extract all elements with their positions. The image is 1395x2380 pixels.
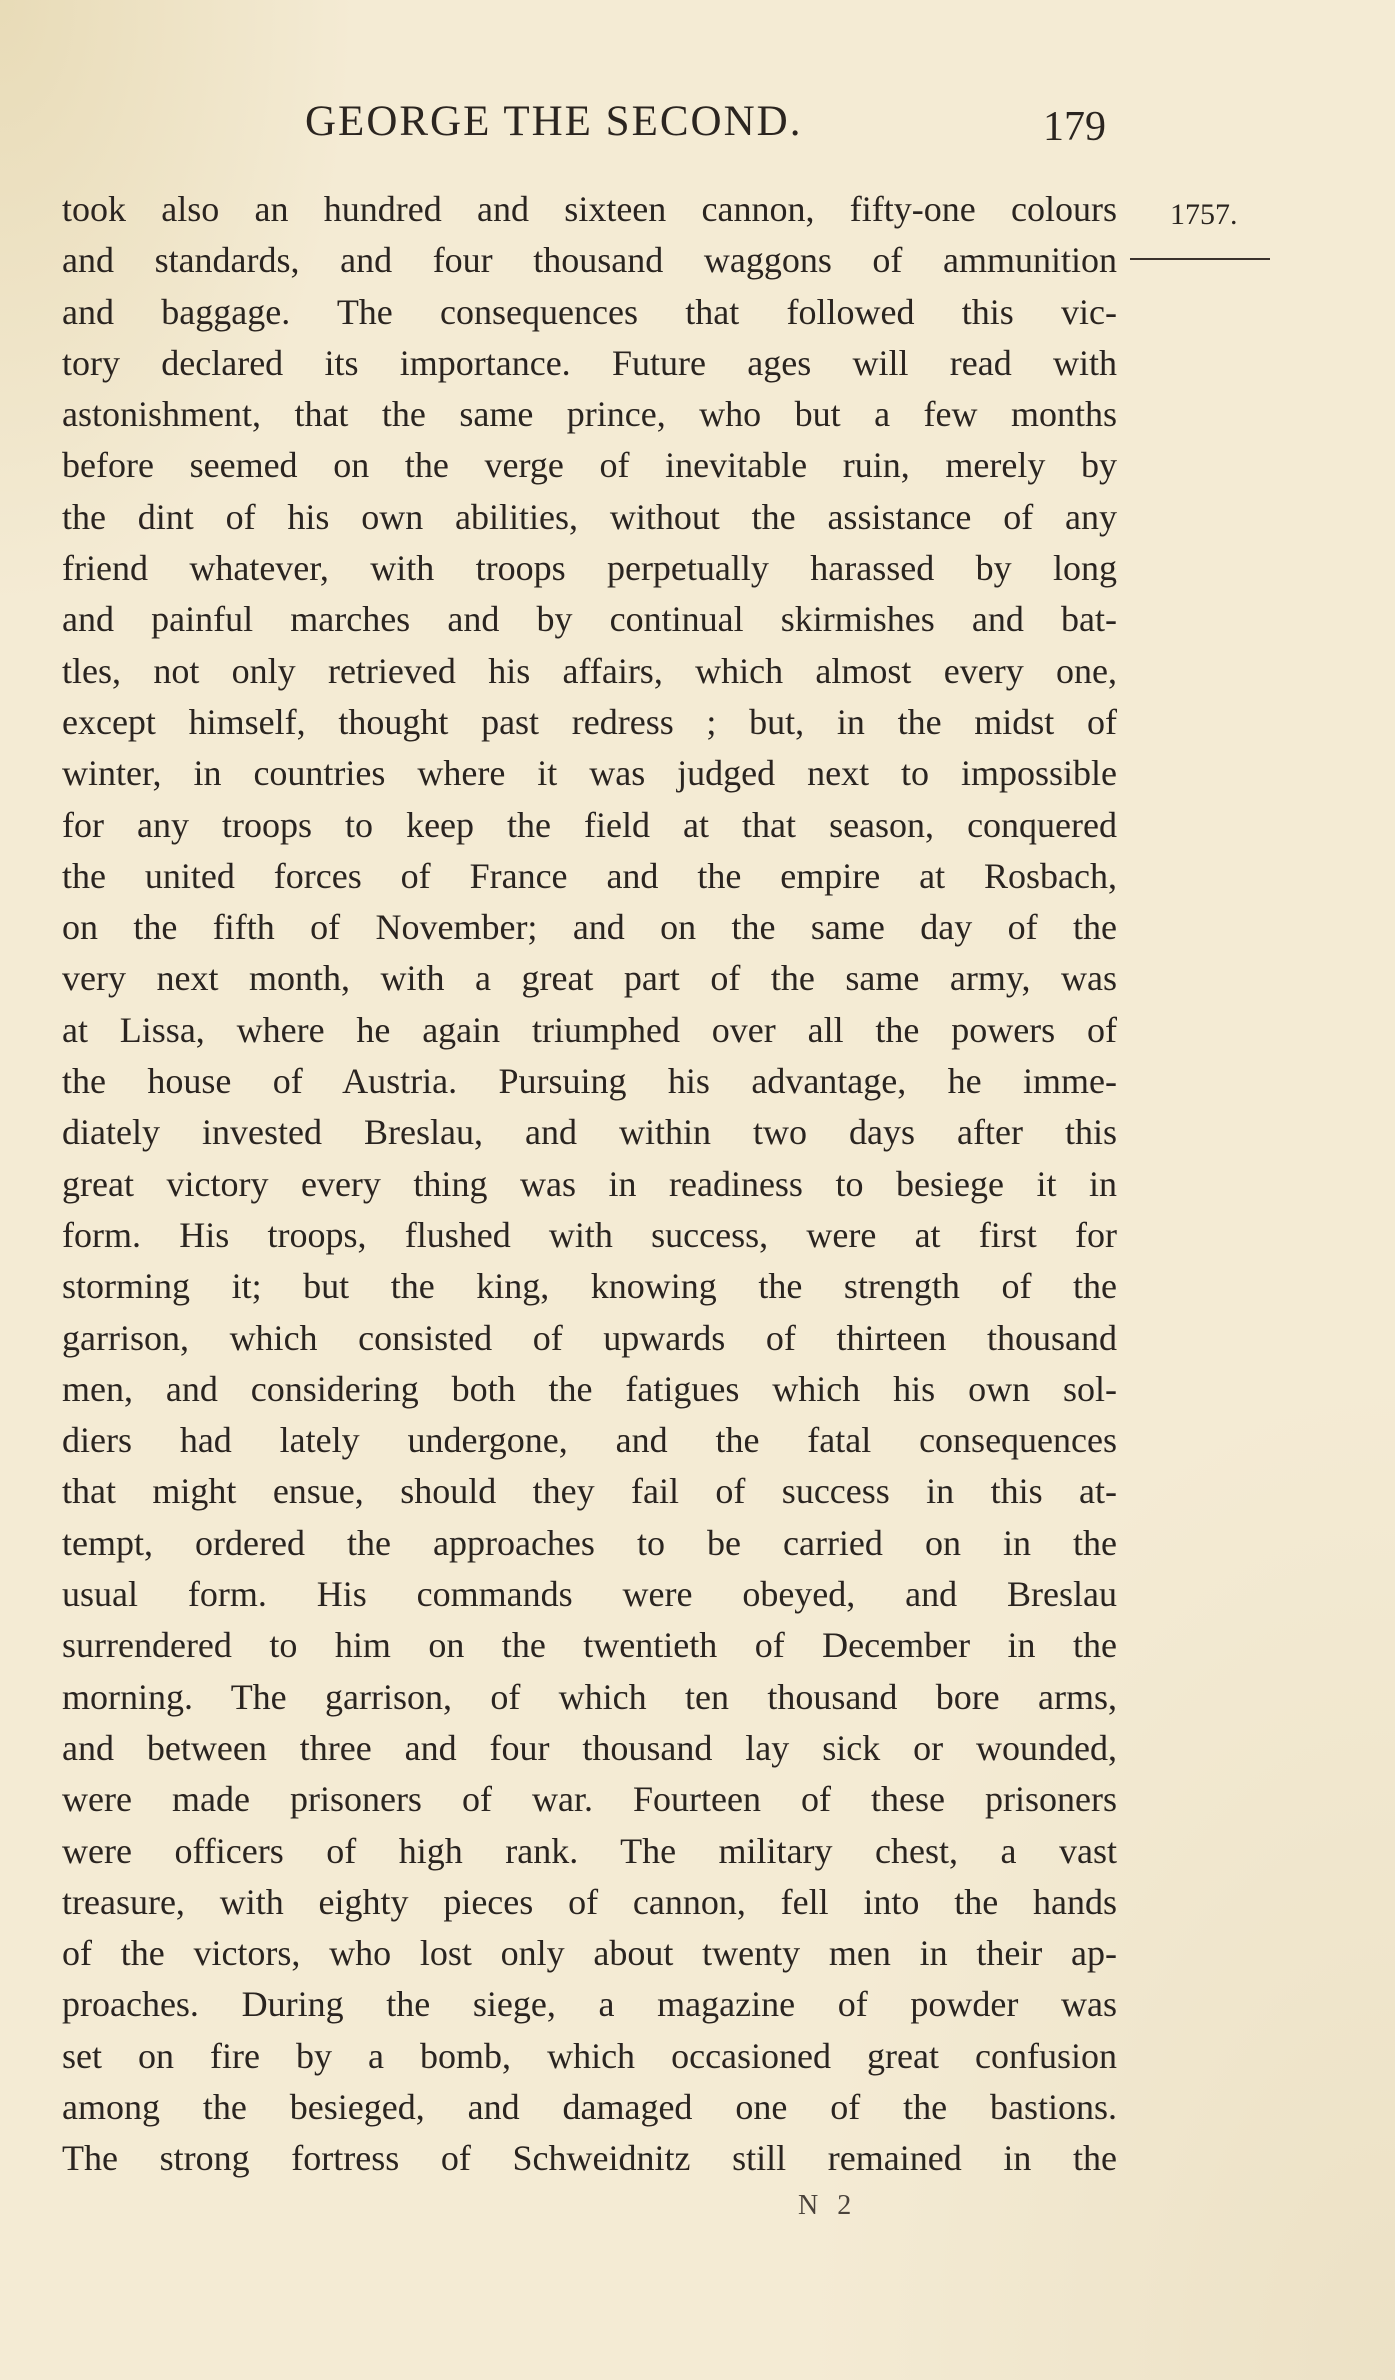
text-line: The strong fortress of Schweidnitz still remained in the: [62, 2138, 1117, 2179]
text-line: diers had lately undergone, and the fatal consequences: [62, 1420, 1117, 1461]
text-line: astonishment, that the same prince, who but a few months: [62, 394, 1117, 435]
text-line: and between three and four thousand lay sick or wounded,: [62, 1727, 1117, 1768]
text-line: before seemed on the verge of inevitable ruin, merely by: [62, 445, 1117, 486]
margin-rule: [1130, 258, 1270, 260]
page-number: 179: [1043, 104, 1106, 150]
text-line: tory declared its importance. Future ages will read with: [62, 342, 1117, 383]
text-line: tles, not only retrieved his affairs, which almost every one,: [62, 650, 1117, 691]
text-line: except himself, thought past redress ; but, in the midst of: [62, 701, 1117, 742]
text-line: were officers of high rank. The military chest, a vast: [62, 1830, 1117, 1871]
text-line: among the besieged, and damaged one of the bastions.: [62, 2086, 1117, 2127]
text-line: were made prisoners of war. Fourteen of these prisoners: [62, 1779, 1117, 1820]
text-line: and standards, and four thousand waggons of ammunition: [62, 240, 1117, 281]
running-head: GEORGE THE SECOND.: [305, 98, 803, 145]
text-line: of the victors, who lost only about twenty men in their ap-: [62, 1933, 1117, 1974]
text-line: on the fifth of November; and on the same day of the: [62, 907, 1117, 948]
text-line: and baggage. The consequences that followed this vic-: [62, 291, 1117, 332]
text-line: the dint of his own abilities, without the assistance of any: [62, 496, 1117, 537]
text-line: storming it; but the king, knowing the strength of the: [62, 1266, 1117, 1307]
text-line: took also an hundred and sixteen cannon, fifty-one colours: [62, 189, 1117, 229]
text-line: morning. The garrison, of which ten thousand bore arms,: [62, 1676, 1117, 1717]
text-line: winter, in countries where it was judged next to impossible: [62, 753, 1117, 794]
text-line: surrendered to him on the twentieth of December in the: [62, 1625, 1117, 1666]
text-line: form. His troops, flushed with success, were at first for: [62, 1214, 1117, 1255]
text-line: great victory every thing was in readiness to besiege it in: [62, 1163, 1117, 1204]
text-line: for any troops to keep the field at that season, conquered: [62, 804, 1117, 845]
text-line: treasure, with eighty pieces of cannon, fell into the hands: [62, 1881, 1117, 1922]
text-line: that might ensue, should they fail of success in this at-: [62, 1471, 1117, 1512]
text-line: at Lissa, where he again triumphed over all the powers of: [62, 1009, 1117, 1050]
text-line: the house of Austria. Pursuing his advantage, he imme-: [62, 1061, 1117, 1102]
text-line: tempt, ordered the approaches to be carried on in the: [62, 1522, 1117, 1563]
text-line: friend whatever, with troops perpetually harassed by long: [62, 548, 1117, 589]
margin-year-note: 1757.: [1170, 198, 1238, 231]
text-line: proaches. During the siege, a magazine of powder was: [62, 1984, 1117, 2025]
text-line: usual form. His commands were obeyed, and Breslau: [62, 1574, 1117, 1615]
text-line: very next month, with a great part of the same army, was: [62, 958, 1117, 999]
body-text: [62, 184, 1117, 2185]
text-line: the united forces of France and the empire at Rosbach,: [62, 855, 1117, 896]
text-line: garrison, which consisted of upwards of thirteen thousand: [62, 1317, 1117, 1358]
text-line: and painful marches and by continual skirmishes and bat-: [62, 599, 1117, 640]
text-line: men, and considering both the fatigues which his own sol-: [62, 1368, 1117, 1409]
signature-mark: N 2: [798, 2190, 858, 2221]
text-line: set on fire by a bomb, which occasioned great confusion: [62, 2035, 1117, 2076]
text-line: diately invested Breslau, and within two days after this: [62, 1112, 1117, 1153]
